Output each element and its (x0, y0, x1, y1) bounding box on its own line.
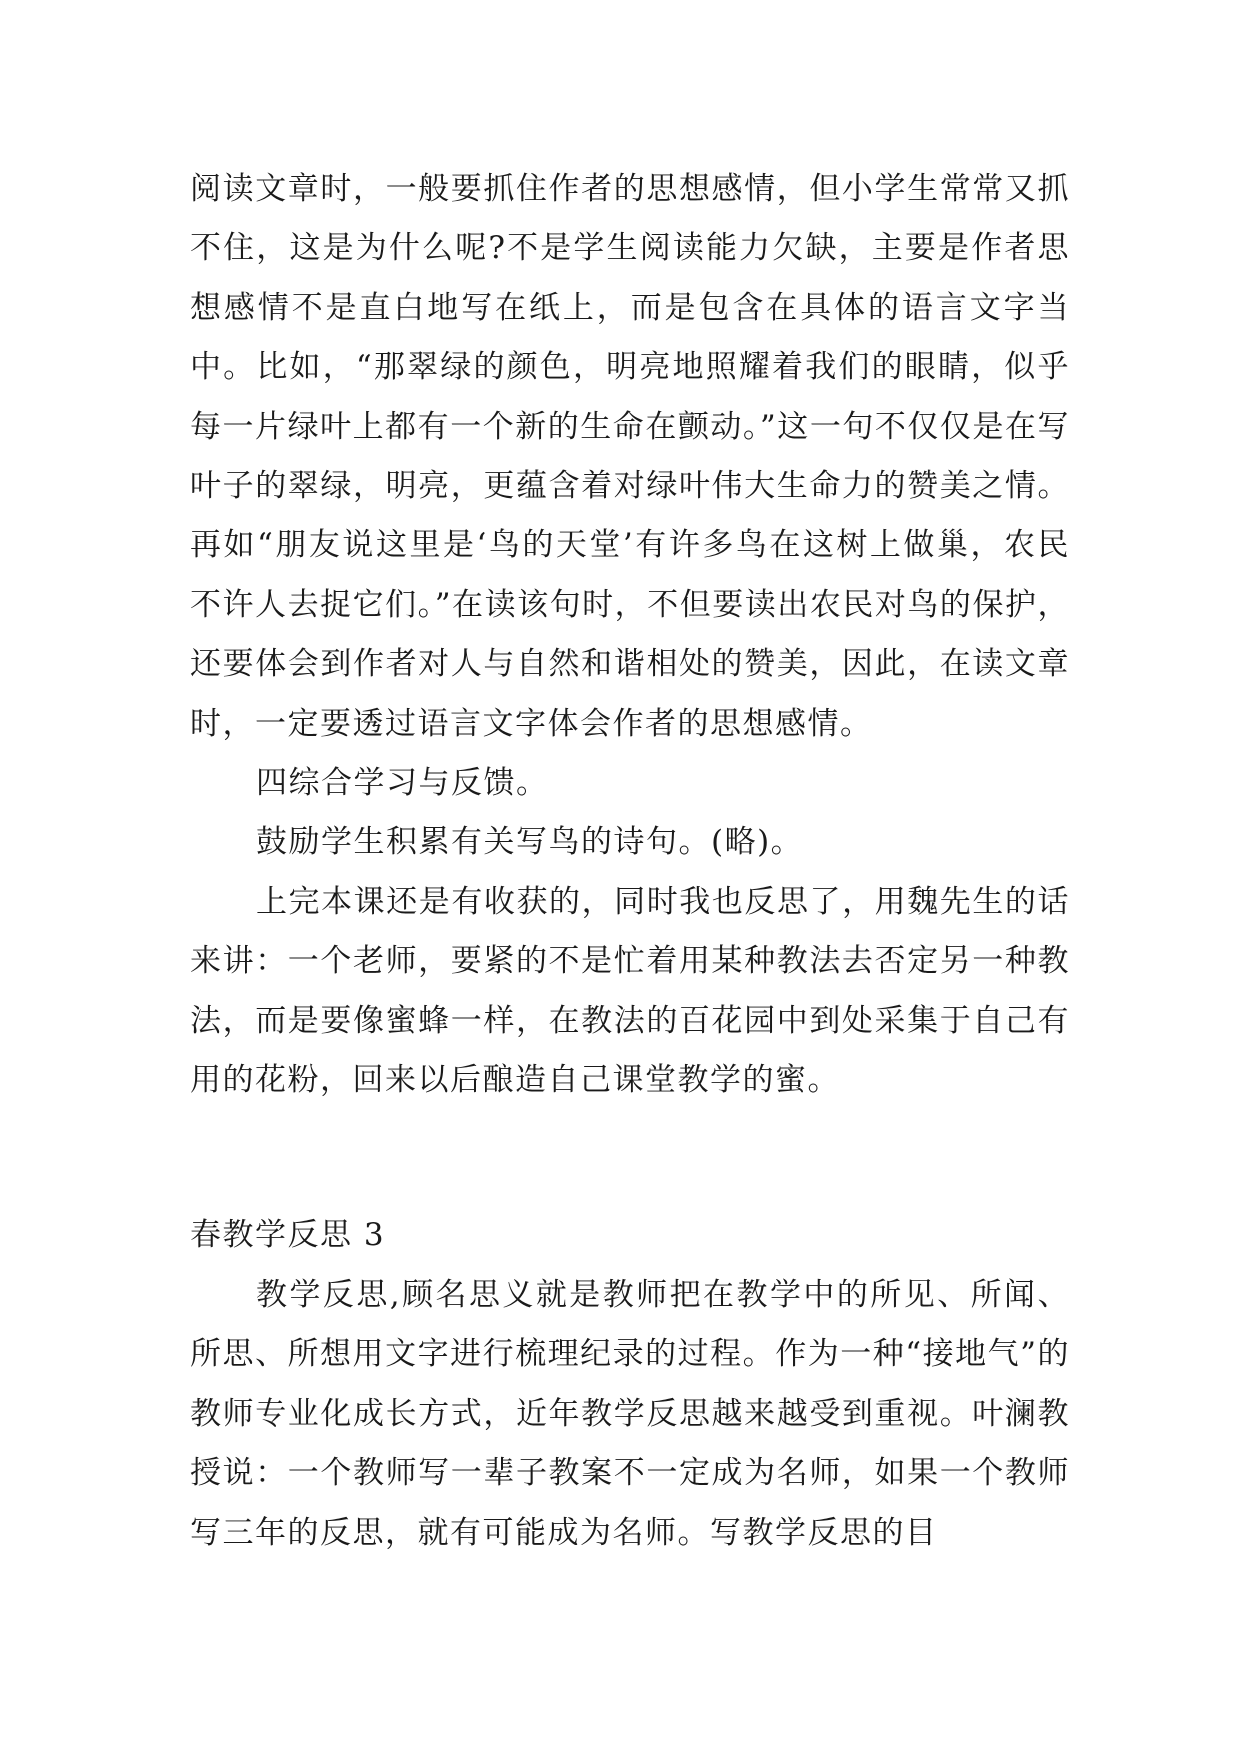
document-body-top (190, 160, 1070, 1111)
paragraph-section-four-heading: 四综合学习与反馈。 (256, 765, 549, 802)
paragraph-reading-analysis: 阅读文章时，一般要抓住作者的思想感情，但小学生常常又抓不住，这是为什么呢?不是学生阅读能力欠缺，主要是作者思想感情不是直白地写在纸上，而是包含在具体的语言文字当中。比如，“那翠绿的颜色，明亮地照耀着我们的眼睛，似乎每一片绿叶上都有一个新的生命在颤动。”这一句不仅仅是在写叶子的翠绿，明亮，更蕴含着对绿叶伟大生命力的赞美之情。再如“朋友说这里是‘鸟的天堂’有许多鸟在这树上做巢，农民不许人去捉它们。”在读该句时，不但要读出农民对鸟的保护，还要体会到作者对人与自然和谐相处的赞美，因此，在读文章时，一定要透过语言文字体会作者的思想感情。 (190, 171, 1070, 742)
paragraph-encourage-poems: 鼓励学生积累有关写鸟的诗句。(略)。 (256, 824, 804, 861)
section-title: 春教学反思 3 (190, 1217, 386, 1253)
paragraph-reflection-summary: 上完本课还是有收获的，同时我也反思了，用魏先生的话来讲：一个老师，要紧的不是忙着用某种教法去否定另一种教法，而是要像蜜蜂一样，在教法的百花园中到处采集于自己有用的花粉，回来以后酿造自己课堂教学的蜜。 (190, 883, 1070, 1099)
paragraph-teaching-reflection-intro: 教学反思,顾名思义就是教师把在教学中的所见、所闻、所思、所想用文字进行梳理纪录的过程。作为一种“接地气”的教师专业化成长方式，近年教学反思越来越受到重视。叶澜教授说：一个教师写一辈子教案不一定成为名师，如果一个教师写三年的反思，就有可能成为名师。写教学反思的目 (190, 1277, 1070, 1551)
document-body-section (190, 1266, 1070, 1563)
